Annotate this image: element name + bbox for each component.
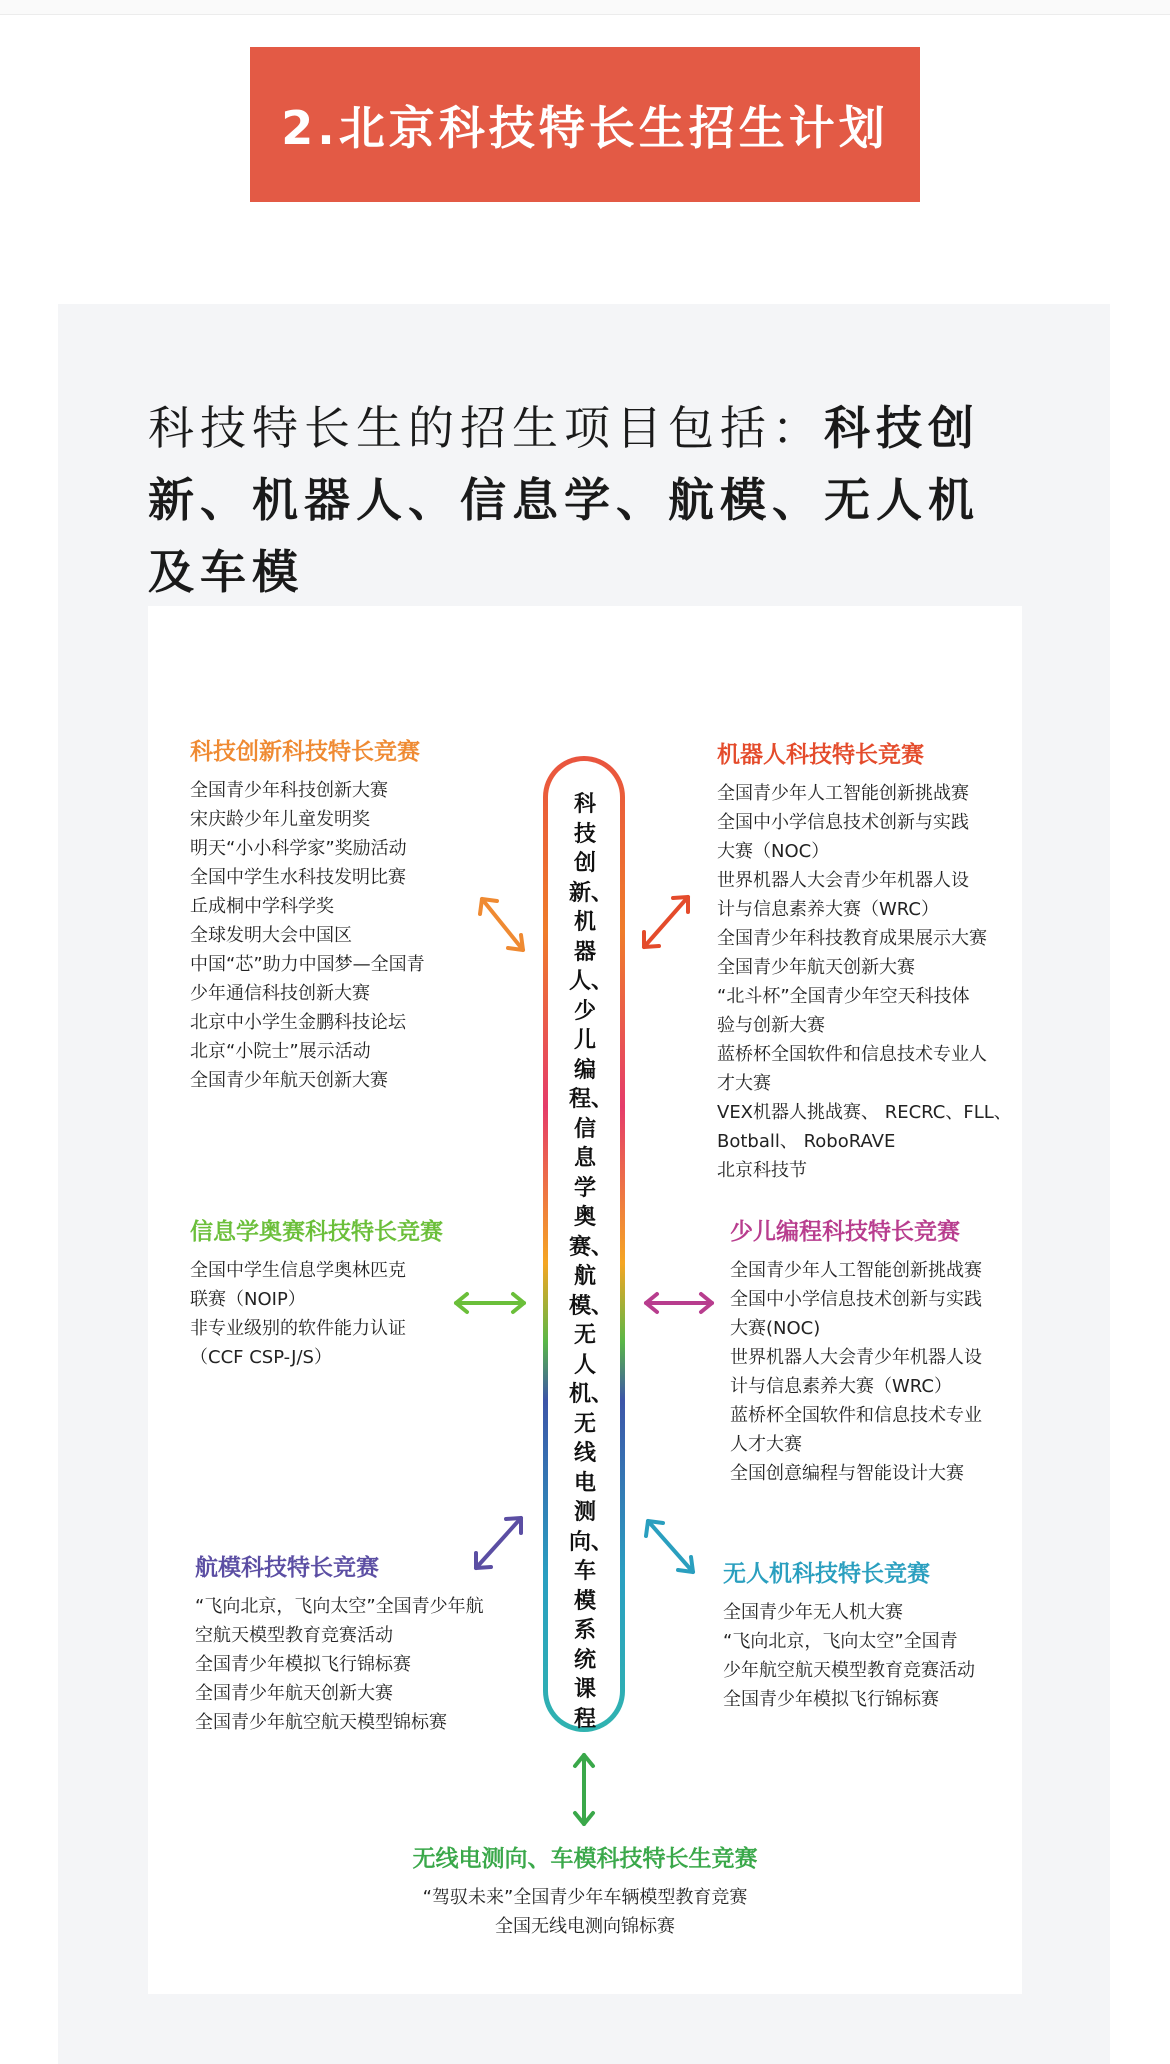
intro-lead: 科技特长生的招生项目包括：: [148, 401, 824, 455]
section-radio: [300, 1840, 870, 1941]
list-item: 全国无线电测向锦标赛: [495, 1916, 675, 1937]
section-list-coding: [730, 1256, 982, 1488]
list-item: 蓝桥杯全国软件和信息技术专业: [730, 1405, 982, 1426]
section-drone: [723, 1555, 975, 1714]
list-item: 蓝桥杯全国软件和信息技术专业人: [717, 1044, 987, 1065]
list-item: 全国中学生信息学奥林匹克: [190, 1260, 406, 1281]
banner-title: 2.北京科技特长生招生计划: [281, 100, 889, 155]
section-innovation: [190, 733, 425, 1095]
list-item: 非专业级别的软件能力认证: [190, 1318, 406, 1339]
section-list-drone: [723, 1598, 975, 1714]
center-pill-text: 科技创新、机器人、少儿编程、信息学奥赛、航模、无人机、无线电测向、车模系统课程: [569, 792, 614, 1732]
list-item: 少年航空航天模型教育竞赛活动: [723, 1660, 975, 1681]
section-list-aeromodel: [195, 1592, 484, 1737]
section-robot: [717, 736, 1012, 1185]
list-item: 明天“小小科学家”奖励活动: [190, 838, 407, 859]
list-item: 中国“芯”助力中国梦—全国青: [190, 954, 425, 975]
section-list-robot: [717, 779, 1012, 1185]
list-item: 全国青少年航天创新大赛: [717, 957, 915, 978]
list-item: 全球发明大会中国区: [190, 925, 352, 946]
list-item: 全国青少年航天创新大赛: [195, 1683, 393, 1704]
section-title-informatics: 信息学奥赛科技特长竞赛: [190, 1219, 443, 1245]
list-item: 大赛（NOC）: [717, 841, 830, 862]
list-item: 全国青少年科技创新大赛: [190, 780, 388, 801]
list-item: （CCF CSP-J/S）: [190, 1347, 332, 1368]
list-item: 才大赛: [717, 1073, 771, 1094]
section-title-aeromodel: 航模科技特长竞赛: [195, 1555, 379, 1581]
list-item: 全国青少年无人机大赛: [723, 1602, 903, 1623]
list-item: 全国青少年人工智能创新挑战赛: [717, 783, 969, 804]
list-item: Botball、 RoboRAVE: [717, 1131, 896, 1152]
list-item: “驾驭未来”全国青少年车辆模型教育竞赛: [422, 1887, 748, 1908]
list-item: 人才大赛: [730, 1434, 802, 1455]
list-item: 丘成桐中学科学奖: [190, 896, 334, 917]
section-list-radio: [300, 1883, 870, 1941]
list-item: 少年通信科技创新大赛: [190, 983, 370, 1004]
list-item: 大赛(NOC): [730, 1318, 821, 1339]
list-item: 联赛（NOIP）: [190, 1289, 306, 1310]
list-item: 全国中学生水科技发明比赛: [190, 867, 406, 888]
section-title-drone: 无人机科技特长竞赛: [723, 1561, 930, 1587]
list-item: VEX机器人挑战赛、 RECRC、FLL、: [717, 1102, 1012, 1123]
list-item: “飞向北京，飞向太空”全国青: [723, 1631, 958, 1652]
top-divider: [0, 0, 1170, 15]
list-item: “北斗杯”全国青少年空天科技体: [717, 986, 970, 1007]
list-item: 宋庆龄少年儿童发明奖: [190, 809, 370, 830]
list-item: 全国青少年航空航天模型锦标赛: [195, 1712, 447, 1733]
list-item: 全国青少年人工智能创新挑战赛: [730, 1260, 982, 1281]
list-item: 北京科技节: [717, 1160, 807, 1181]
list-item: 全国青少年模拟飞行锦标赛: [195, 1654, 411, 1675]
section-banner: [250, 47, 920, 202]
intro-paragraph: [148, 392, 1028, 608]
section-list-informatics: [190, 1256, 443, 1372]
list-item: 世界机器人大会青少年机器人设: [717, 870, 969, 891]
section-title-coding: 少儿编程科技特长竞赛: [730, 1219, 960, 1245]
list-item: 世界机器人大会青少年机器人设: [730, 1347, 982, 1368]
list-item: 全国创意编程与智能设计大赛: [730, 1463, 964, 1484]
list-item: “飞向北京，飞向太空”全国青少年航: [195, 1596, 484, 1617]
list-item: 全国中小学信息技术创新与实践: [730, 1289, 982, 1310]
list-item: 空航天模型教育竞赛活动: [195, 1625, 393, 1646]
list-item: 计与信息素养大赛（WRC）: [717, 899, 939, 920]
list-item: 北京“小院士”展示活动: [190, 1041, 371, 1062]
section-title-radio: 无线电测向、车模科技特长生竞赛: [412, 1846, 758, 1872]
list-item: 全国青少年航天创新大赛: [190, 1070, 388, 1091]
section-informatics: [190, 1213, 443, 1372]
list-item: 验与创新大赛: [717, 1015, 825, 1036]
section-list-innovation: [190, 776, 425, 1095]
list-item: 全国中小学信息技术创新与实践: [717, 812, 969, 833]
section-aeromodel: [195, 1549, 484, 1737]
section-coding: [730, 1213, 982, 1488]
list-item: 北京中小学生金鹏科技论坛: [190, 1012, 406, 1033]
list-item: 全国青少年模拟飞行锦标赛: [723, 1689, 939, 1710]
list-item: 全国青少年科技教育成果展示大赛: [717, 928, 987, 949]
section-title-innovation: 科技创新科技特长竞赛: [190, 739, 420, 765]
intro-emphasis: 科技创新、机器人、信息学、航模、无人机及车模: [148, 401, 980, 599]
section-title-robot: 机器人科技特长竞赛: [717, 742, 924, 768]
list-item: 计与信息素养大赛（WRC）: [730, 1376, 952, 1397]
